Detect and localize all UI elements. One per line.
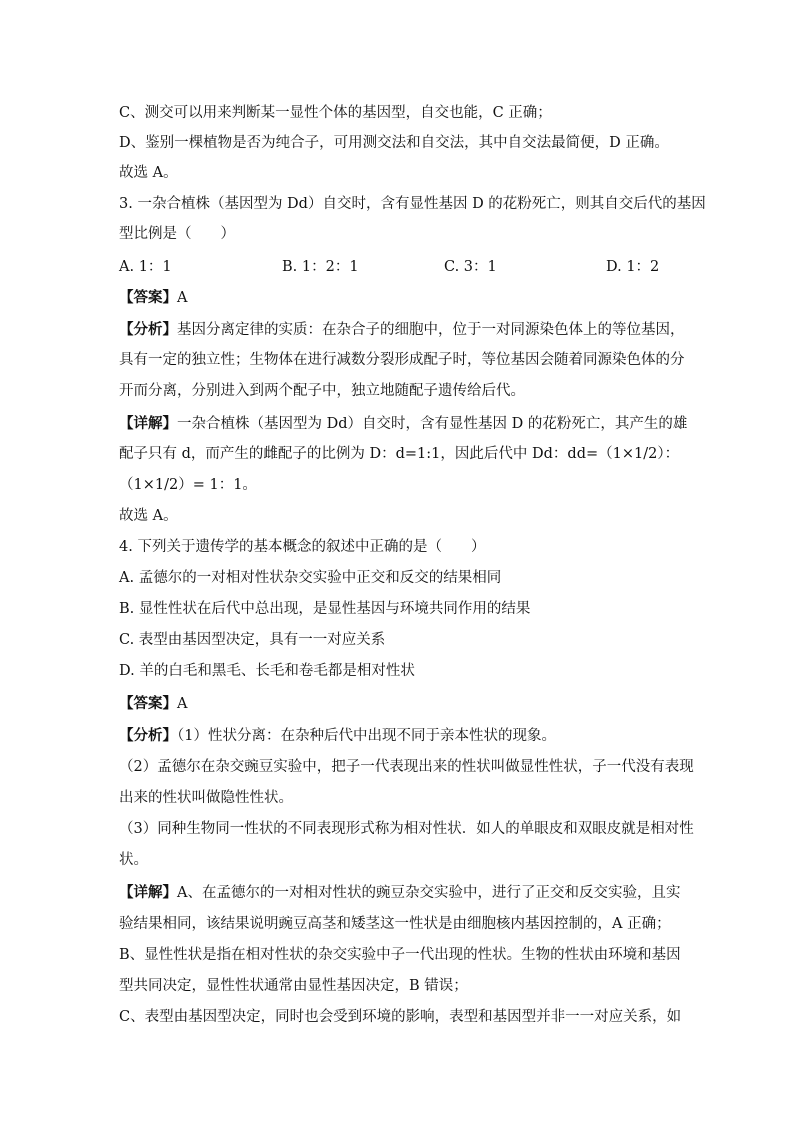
q3-detail-line-1 — [119, 414, 687, 434]
analysis-text: 基因分离定律的实质：在杂合子的细胞中，位于一对同源染色体上的等位基因， — [177, 322, 685, 338]
q4-detail-line-2: 验结果相同，该结果说明豌豆高茎和矮茎这一性状是由细胞核内基因控制的，A 正确； — [119, 916, 671, 932]
q4-detail-line-5: C、表型由基因型决定，同时也会受到环境的影响，表型和基因型并非一一对应关系，如 — [119, 1009, 682, 1025]
q2-option-d-explanation: D、鉴别一棵植物是否为纯合子，可用测交法和自交法，其中自交法最简便，D 正确。 — [119, 135, 669, 151]
q3-analysis-line-1 — [119, 320, 685, 340]
detail-label: 【详解】 — [119, 415, 177, 432]
answer-value: A — [177, 290, 188, 306]
q4-analysis-line-3: 出来的性状叫做隐性性状。 — [119, 790, 293, 806]
q4-analysis-line-2: （2）孟德尔在杂交豌豆实验中，把子一代表现出来的性状叫做显性性状，子一代没有表现 — [119, 759, 694, 775]
q4-option-d: D. 羊的白毛和黑毛、长毛和卷毛都是相对性状 — [119, 663, 415, 679]
q3-detail-line-2: 配子只有 d，而产生的雌配子的比例为 D：d=1:1，因此后代中 Dd：dd=（1×1/2）： — [119, 446, 680, 462]
q4-detail-line-4: 型共同决定，显性性状通常由显性基因决定，B 错误； — [119, 978, 468, 994]
q2-conclusion: 故选 A。 — [119, 165, 178, 181]
q3-analysis-line-3: 开而分离，分别进入到两个配子中，独立地随配子遗传给后代。 — [119, 383, 525, 399]
q3-stem-line-2: 型比例是（ ） — [119, 226, 235, 242]
q4-analysis-line-4: （3）同种生物同一性状的不同表现形式称为相对性状．如人的单眼皮和双眼皮就是相对性 — [119, 821, 694, 837]
detail-label: 【详解】 — [119, 884, 177, 901]
q4-detail-line-3: B、显性性状是指在相对性状的杂交实验中子一代出现的性状。生物的性状由环境和基因 — [119, 947, 681, 963]
q4-stem: 4. 下列关于遗传学的基本概念的叙述中正确的是（ ） — [119, 539, 486, 555]
detail-text: A、在孟德尔的一对相对性状的豌豆杂交实验中，进行了正交和反交实验，且实 — [177, 885, 681, 901]
analysis-label: 【分析】 — [119, 727, 177, 744]
analysis-label: 【分析】 — [119, 321, 177, 338]
q3-option-b: B. 1：2：1 — [282, 259, 359, 275]
q3-option-d: D. 1：2 — [606, 259, 660, 275]
q3-answer — [119, 288, 187, 308]
q4-option-a: A. 孟德尔的一对相对性状杂交实验中正交和反交的结果相同 — [119, 570, 502, 586]
q2-option-c-explanation: C、测交可以用来判断某一显性个体的基因型，自交也能，C 正确； — [119, 105, 552, 121]
q3-option-a: A. 1：1 — [119, 259, 172, 275]
analysis-text: （1）性状分离：在杂种后代中出现不同于亲本性状的现象。 — [177, 728, 556, 744]
q3-options — [119, 257, 679, 277]
q4-detail-line-1 — [119, 883, 680, 903]
answer-label: 【答案】 — [119, 695, 177, 712]
q3-option-c: C. 3：1 — [444, 259, 497, 275]
q3-detail-line-3: （1×1/2）= 1：1。 — [119, 477, 257, 493]
detail-text: 一杂合植株（基因型为 Dd）自交时，含有显性基因 D 的花粉死亡，其产生的雄 — [177, 416, 688, 432]
q3-conclusion: 故选 A。 — [119, 508, 178, 524]
answer-label: 【答案】 — [119, 289, 177, 306]
answer-value: A — [177, 696, 188, 712]
q4-analysis-line-5: 状。 — [119, 852, 148, 868]
q3-stem-line-1: 3. 一杂合植株（基因型为 Dd）自交时，含有显性基因 D 的花粉死亡，则其自交后代的基因 — [119, 196, 706, 212]
q4-answer — [119, 694, 187, 714]
q4-option-b: B. 显性性状在后代中总出现，是显性基因与环境共同作用的结果 — [119, 601, 531, 617]
q4-analysis-line-1 — [119, 726, 556, 746]
q4-option-c: C. 表型由基因型决定，具有一一对应关系 — [119, 632, 386, 648]
q3-analysis-line-2: 具有一定的独立性；生物体在进行减数分裂形成配子时，等位基因会随着同源染色体的分 — [119, 352, 685, 368]
